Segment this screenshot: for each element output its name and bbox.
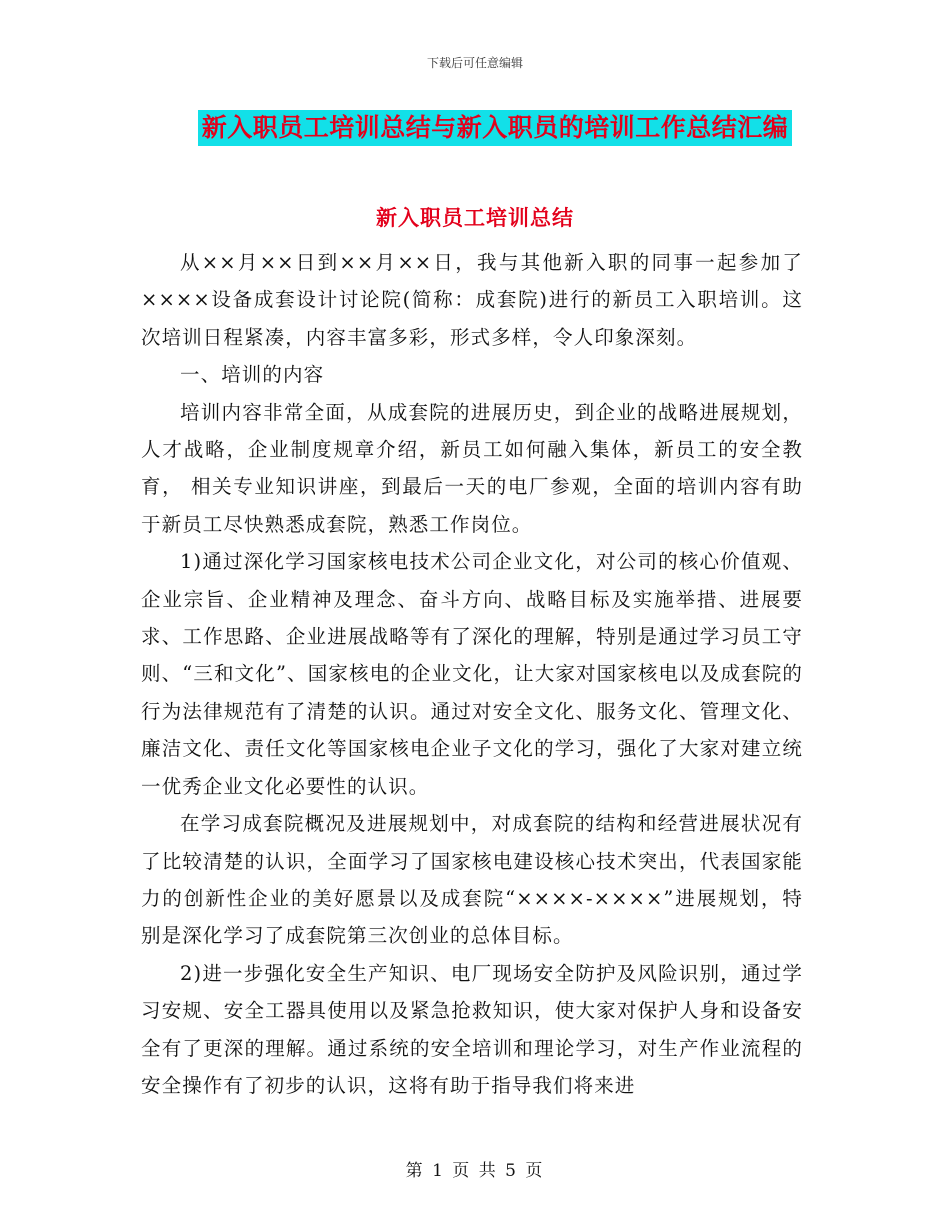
section-title: 新入职员工培训总结 [376,206,574,230]
paragraph-heading-training-content: 一、培训的内容 [180,363,325,387]
paragraph-development-plan: 在学习成套院概况及进展规划中，对成套院的结构和经营进展状况有了比较清楚的认识，全面学习了国家核电建设核心技术突出，代表国家能力的创新性企业的美好愿景以及成套院“××××-××××”进展规划，特别是深化学习了成套院第三次创业的总体目标。 [141,812,803,948]
body-text [141,244,803,1104]
header-note: 下载后可任意编辑 [426,56,523,70]
paragraph-point-1: 1)通过深化学习国家核电技术公司企业文化，对公司的核心价值观、企业宗旨、企业精神及理念、奋斗方向、战略目标及实施举措、进展要求、工作思路、企业进展战略等有了深化的理解，特别是通过学习员工守则、“三和文化”、国家核电的企业文化，让大家对国家核电以及成套院的行为法律规范有了清楚的认识。通过对安全文化、服务文化、管理文化、廉洁文化、责任文化等国家核电企业子文化的学习，强化了大家对建立统一优秀企业文化必要性的认识。 [141,550,803,798]
main-title-container [0,110,950,146]
paragraph-point-2: 2)进一步强化安全生产知识、电厂现场安全防护及风险识别，通过学习安规、安全工器具使用以及紧急抢救知识，使大家对保护人身和设备安全有了更深的理解。通过系统的安全培训和理论学习，对生产作业流程的安全操作有了初步的认识，这将有助于指导我们将来进 [141,961,803,1097]
main-title: 新入职员工培训总结与新入职员的培训工作总结汇编 [198,110,793,146]
page-number-footer: 第 1 页 共 5 页 [405,1161,545,1181]
paragraph-training-scope: 培训内容非常全面，从成套院的进展历史，到企业的战略进展规划，人才战略，企业制度规章介绍，新员工如何融入集体，新员工的安全教育， 相关专业知识讲座，到最后一天的电厂参观，全面的培训内容有助于新员工尽快熟悉成套院，熟悉工作岗位。 [141,400,803,536]
paragraph-intro: 从××月××日到××月××日，我与其他新入职的同事一起参加了××××设备成套设计讨论院(简称：成套院)进行的新员工入职培训。这次培训日程紧凑，内容丰富多彩，形式多样，令人印象深刻。 [141,251,803,349]
